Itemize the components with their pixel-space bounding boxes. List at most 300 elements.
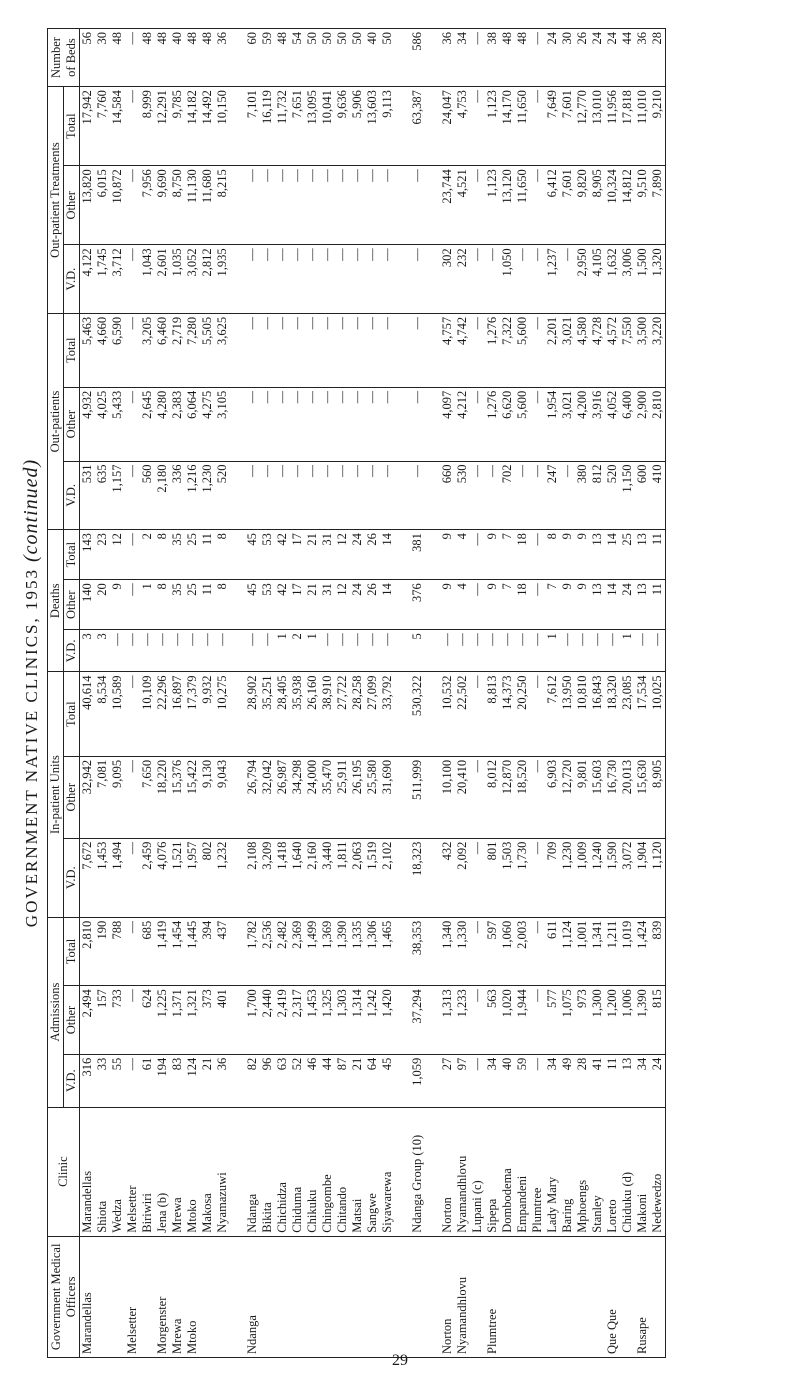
cell-line: 7,101 [245,90,259,119]
cell-line: — [650,633,664,646]
cell-line: 64 [365,1057,379,1071]
cell-line: 5,906 [350,90,364,119]
cell-line: 157 [95,989,109,1008]
cell-line: Chiduma [290,1186,304,1233]
cell-line: — [380,464,394,478]
cell-line: 8,999 [140,90,154,119]
cell-line: 60 [245,32,259,45]
cell-line: 30 [560,32,574,45]
cell-line: 1,123 [485,90,499,119]
cell-line: — [125,390,139,404]
cell-line: 190 [95,920,109,940]
cell-line: 5,463 [80,316,94,345]
cell-line: — [380,390,394,404]
cell-line: — [320,316,334,330]
sub-total: Total [64,530,80,580]
cell-line: — [260,464,274,478]
cell-line: 11,650 [515,169,529,204]
group-gap [395,533,410,576]
cell-line: 531 [80,464,94,484]
cell-line: — [320,169,334,182]
cell-line: 381 [410,533,424,552]
group-gap [425,169,440,241]
cell-line: 1,390 [635,989,649,1018]
cell-line: 1,233 [455,989,469,1018]
cell-line: — [290,169,304,182]
cell-line: — [365,390,379,404]
cell-line: 815 [650,989,664,1008]
col-deaths: Deaths [48,530,64,672]
cell-line: — [560,464,574,478]
group-gap [425,633,440,668]
cell-line: 1,390 [335,920,349,949]
cell-line: — [530,675,544,688]
cell-line: 2,003 [515,920,529,949]
cell-line: 336 [170,464,184,484]
cell-line: Marandellas [80,1170,94,1233]
cell-line: — [335,633,349,646]
col-admissions: Admissions [48,917,64,1107]
cell-line: — [365,464,379,478]
cell-line: — [470,248,484,261]
cell-line: 48 [515,32,529,45]
cell-line: 26,987 [275,759,289,795]
cell-line [260,1240,275,1354]
cell-line: 18 [515,533,529,546]
cell-line: 48 [275,32,289,45]
group-gap [425,317,440,384]
cell-line: — [260,248,274,261]
table-body [80,29,666,1358]
cell-line: 50 [335,32,349,45]
cell-line: — [470,90,484,103]
cell-line: 3,021 [560,390,574,419]
cell-line: Lady Mary [545,1176,559,1233]
cell-line: — [125,1057,139,1071]
cell-line: 45 [245,583,259,596]
cell-line: Dombodema [500,1168,514,1233]
cell-line: 2,810 [80,920,94,949]
cell-line: Siyawarewa [380,1171,394,1233]
cell-line: 13,095 [305,90,319,125]
col-gmo: Government Medical Officers [48,1236,80,1357]
cell-line: 17 [290,583,304,596]
cell-line: 50 [305,32,319,45]
cell-line: — [350,633,364,646]
cell-line: 7 [545,583,559,590]
cell-line: 10,150 [215,90,229,125]
cell-line: 9 [440,533,454,540]
cell-line: 520 [605,464,619,484]
cell-line: 839 [650,920,664,940]
deaths-other-cell [80,580,666,630]
cell-line: 973 [575,989,589,1008]
cell-line: 7,649 [545,90,559,119]
cell-line: 21 [200,1057,214,1071]
cell-line: — [560,248,574,261]
cell-line: — [530,169,544,182]
group-gap [425,391,440,458]
cell-line: 7,760 [95,90,109,119]
cell-line: 3,440 [320,841,334,870]
cell-line: — [470,841,484,855]
cell-line: 26,794 [245,759,259,795]
cell-line: — [320,464,334,478]
group-gap [230,391,245,458]
group-gap [230,32,245,83]
cell-line: 27,099 [365,675,379,710]
cell-line: — [470,169,484,182]
cell-line: 11,732 [275,90,289,125]
cell-line: 1,150 [620,464,634,493]
cell-line: — [185,633,199,646]
sub-vd: V.D. [64,838,80,917]
cell-line: 48 [155,32,169,45]
cell-line: 63,387 [410,90,424,125]
cell-line: 9,636 [335,90,349,119]
cell-line: 20,250 [515,675,529,710]
cell-line: 1 [305,633,319,640]
cell-line: 1,590 [605,841,619,870]
cell-line: 50 [320,32,334,45]
cell-line: 9,690 [155,169,169,198]
cell-line: 22,502 [455,675,469,710]
cell-line: 2,950 [575,248,589,277]
cell-line: 597 [485,920,499,940]
cell-line: — [485,464,499,478]
cell-line: 586 [410,32,424,51]
cell-line: 1,230 [560,841,574,870]
cell-line: 38 [485,32,499,45]
cell-line: 2,102 [380,841,394,870]
cell-line: 25 [620,533,634,546]
cell-line: Mtoko [185,1320,199,1354]
cell-line: — [530,920,544,934]
cell-line: 49 [560,1057,574,1071]
cell-line: — [530,390,544,404]
cell-line: 4,076 [155,841,169,870]
cell-line: 61 [140,1057,154,1071]
page-number: 29 [392,1352,408,1369]
group-gap [230,583,245,626]
cell-line: 2 [140,533,154,540]
cell-line: 11,130 [185,169,199,204]
cell-line: 9 [560,583,574,590]
cell-line: 1,123 [485,169,499,198]
cell-line: 1 [275,633,289,640]
cell-line: 13 [635,583,649,596]
cell-line: 6,460 [155,316,169,345]
cell-line: 1,640 [290,841,304,870]
cell-line: 4,753 [455,90,469,119]
cell-line: — [335,316,349,330]
cell-line: 1,035 [170,248,184,277]
cell-line: 3 [80,633,94,640]
cell-line: — [470,316,484,330]
cell-line: 53 [260,583,274,596]
cell-line: 24 [650,1057,664,1071]
group-gap [230,1240,245,1354]
cell-line: 6,590 [110,316,124,345]
cell-line: 35 [170,583,184,596]
cell-line: — [365,633,379,646]
cell-line: 32,042 [260,759,274,795]
cell-line: 577 [545,989,559,1008]
cell-line: — [110,633,124,646]
cell-line: — [515,633,529,646]
group-gap [395,169,410,241]
group-gap [425,1058,440,1104]
cell-line: 26 [575,32,589,45]
cell-line [110,1240,125,1354]
cell-line: 28 [575,1057,589,1071]
cell-line: — [275,464,289,478]
cell-line: 20,410 [455,759,469,795]
gmo-cell [80,1236,666,1357]
cell-line: 1,730 [515,841,529,870]
cell-line: 35,470 [320,759,334,795]
cell-line: 34 [545,1057,559,1071]
group-gap [230,248,245,310]
group-gap [425,533,440,576]
cell-line: 511,999 [410,759,424,801]
cell-line: 18,220 [155,759,169,795]
cell-line: — [515,464,529,478]
cell-line: 1,904 [635,841,649,870]
sub-other: Other [64,986,80,1055]
cell-line: — [125,169,139,182]
cell-line: — [125,920,139,934]
title-lead: GOVERNMENT NATIVE CLINICS, 1953 [22,568,41,928]
cell-line: 44 [320,1057,334,1071]
cell-line: 26,160 [305,675,319,710]
cell-line: 8 [215,583,229,590]
cell-line: 13 [590,583,604,596]
cell-line: 6,064 [185,390,199,419]
sub-vd: V.D. [64,245,80,314]
cell-line: 2,108 [245,841,259,870]
group-gap [425,760,440,835]
cell-line: 24 [620,583,634,596]
cell-line: — [470,989,484,1002]
cell-line [470,1240,485,1354]
admissions-other-cell [80,986,666,1055]
cell-line: 709 [545,841,559,861]
cell-line: — [290,464,304,478]
cell-line: 1,811 [335,841,349,870]
col-outpatient-treatments: Out-patient Treatments [48,87,64,314]
cell-line: — [125,675,139,688]
group-gap [230,465,245,527]
group-gap [425,1240,440,1354]
cell-line: 18,320 [605,675,619,710]
cell-line: 563 [485,989,499,1008]
cell-line: 1,120 [650,841,664,870]
cell-line: 24 [590,32,604,45]
cell-line: 2,900 [635,390,649,419]
cell-line: 11,010 [635,90,649,125]
cell-line: — [335,464,349,478]
cell-line: — [125,533,139,546]
cell-line: — [140,633,154,646]
cell-line: 1,424 [635,920,649,949]
cell-line: 1,499 [305,920,319,949]
group-gap [395,317,410,384]
cell-line: 8,534 [95,675,109,704]
cell-line: 1,935 [215,248,229,277]
cell-line: 8 [215,533,229,540]
cell-line: 2,440 [260,989,274,1018]
cell-line: 1 [545,633,559,640]
cell-line: — [350,248,364,261]
cell-line [590,1240,605,1354]
group-gap [395,583,410,626]
cell-line: 10,041 [320,90,334,125]
cell-line: 11 [200,583,214,596]
cell-line: 24 [605,32,619,45]
cell-line: 3,021 [560,316,574,345]
cell-line: 1,340 [440,920,454,949]
group-gap [425,842,440,914]
cell-line: 11,680 [200,169,214,204]
cell-line: 25,580 [365,759,379,795]
group-gap [395,989,410,1051]
cell-line: 45 [245,533,259,546]
treatments-total-cell [80,87,666,166]
cell-line: 1,060 [500,920,514,949]
cell-line: 635 [95,464,109,484]
cell-line: — [260,390,274,404]
cell-line: 812 [590,464,604,484]
cell-line: 12,770 [575,90,589,125]
cell-line [215,1240,230,1354]
cell-line: — [530,32,544,45]
cell-line: 15,630 [635,759,649,795]
cell-line [620,1240,635,1354]
group-gap [425,675,440,752]
cell-line: 14,170 [500,90,514,125]
group-gap [425,32,440,83]
clinic-cell [80,1107,666,1236]
cell-line: 1,009 [575,841,589,870]
group-gap [425,465,440,527]
cell-line: — [275,316,289,330]
cell-line: 4,660 [95,316,109,345]
cell-line: 1,445 [185,920,199,949]
cell-line: Empandeni [515,1175,529,1233]
cell-line: 56 [80,32,94,45]
cell-line [305,1240,320,1354]
cell-line: 40 [170,32,184,45]
cell-line: Shiota [95,1200,109,1233]
cell-line: 12 [335,583,349,596]
cell-line: 9,210 [650,90,664,119]
cell-line: 28 [650,32,664,45]
cell-line: 31 [320,533,334,546]
cell-line: 1,300 [590,989,604,1018]
cell-line: 1 [140,583,154,590]
cell-line: 11,650 [515,90,529,125]
cell-line: 1,321 [185,989,199,1018]
sub-other: Other [64,756,80,838]
cell-line: 1,314 [350,989,364,1018]
cell-line: 2,536 [260,920,274,949]
cell-line: Wedza [110,1199,124,1233]
cell-line: — [125,633,139,646]
cell-line: 1,503 [500,841,514,870]
cell-line: — [245,633,259,646]
group-gap [230,1111,245,1233]
cell-line: 23 [95,533,109,546]
cell-line: 802 [200,841,214,861]
cell-line: 53 [260,533,274,546]
cell-line: — [410,316,424,330]
cell-line: 34 [635,1057,649,1071]
cell-line: Morgenster [155,1296,169,1354]
sub-vd: V.D. [64,630,80,672]
cell-line: — [245,169,259,182]
cell-line: 25 [185,583,199,596]
cell-line: 21 [305,533,319,546]
cell-line: 20,013 [620,759,634,795]
cell-line [335,1240,350,1354]
cell-line: 9,510 [635,169,649,198]
cell-line: Chikuku [305,1189,319,1233]
cell-line: — [380,248,394,261]
cell-line: — [365,248,379,261]
cell-line: 247 [545,464,559,484]
cell-line: — [305,464,319,478]
cell-line: 10,810 [575,675,589,710]
cell-line: — [470,675,484,688]
cell-line: 3,220 [650,316,664,345]
cell-line: 41 [590,1057,604,1071]
cell-line: 11,956 [605,90,619,125]
cell-line: — [470,633,484,646]
cell-line: Chitando [335,1186,349,1233]
group-gap [395,1058,410,1104]
cell-line: 530,322 [410,675,424,717]
cell-line: — [125,32,139,45]
treatments-other-cell [80,166,666,245]
group-gap [395,675,410,752]
cell-line [290,1240,305,1354]
cell-line: 5,505 [200,316,214,345]
cell-line: — [200,633,214,646]
cell-line: 3,712 [110,248,124,277]
group-gap [395,1240,410,1354]
sub-vd: V.D. [64,461,80,530]
cell-line: 9,820 [575,169,589,198]
cell-line: 624 [140,989,154,1008]
cell-line: 13,120 [500,169,514,204]
cell-line: 437 [215,920,229,940]
cell-line: — [260,169,274,182]
cell-line: 2,812 [200,248,214,277]
cell-line: 17,942 [80,90,94,125]
cell-line: 36 [215,1057,229,1071]
cell-line: 21 [305,583,319,596]
cell-line: 2,201 [545,316,559,345]
cell-line: 1,276 [485,390,499,419]
cell-line: 4,212 [455,390,469,419]
cell-line: 7,601 [560,90,574,119]
cell-line: — [260,633,274,646]
group-gap [230,533,245,576]
cell-line: 2,645 [140,390,154,419]
cell-line: 1,500 [635,248,649,277]
cell-line: 24 [350,583,364,596]
